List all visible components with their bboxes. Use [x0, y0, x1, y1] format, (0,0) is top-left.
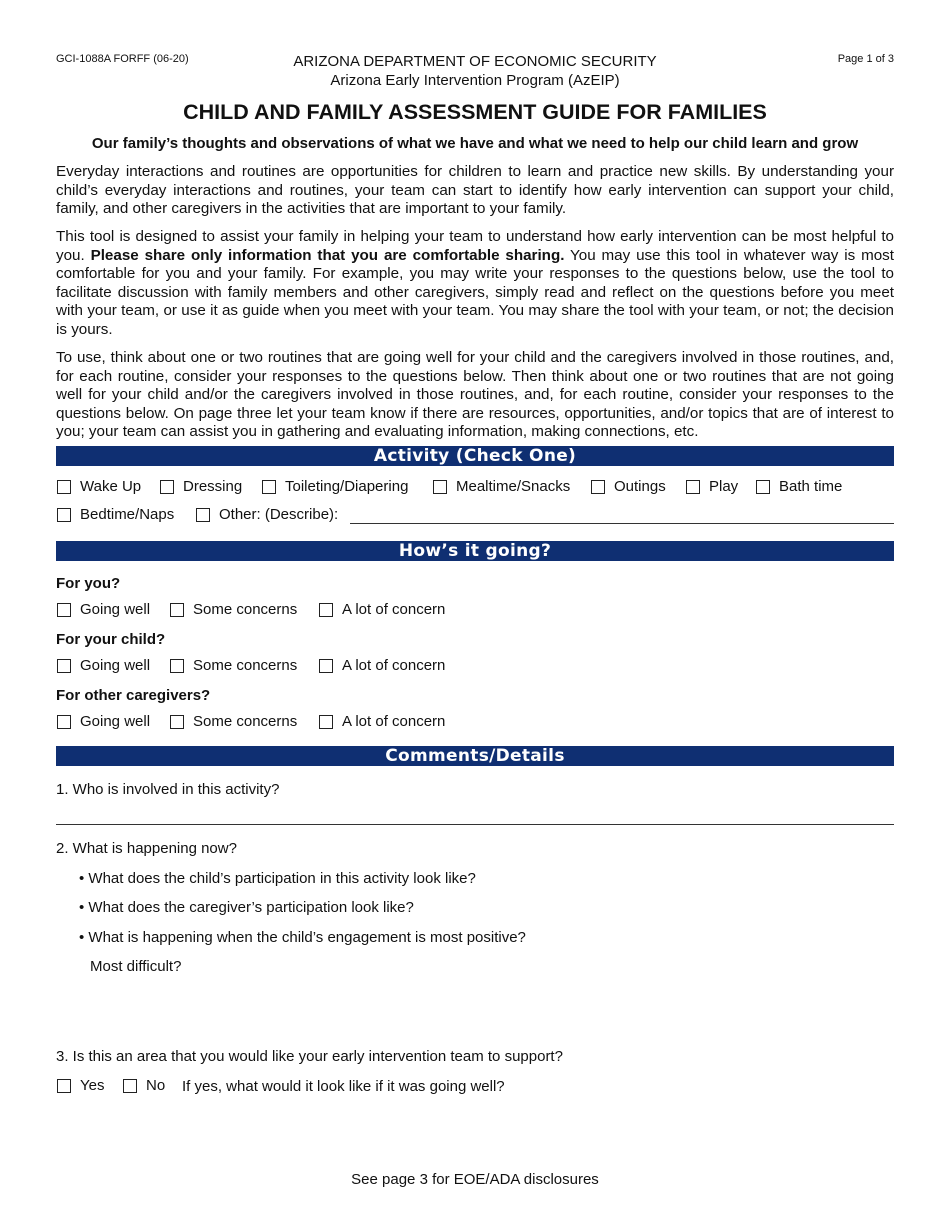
- intro-paragraph-1: Everyday interactions and routines are opportunities for children to learn and practice new skills. By understanding your child’s everyday interactions and routines, your team can start to identify how early intervention can support your child, family, and other caregivers in the activities that are important to your family.: [56, 163, 894, 218]
- caregivers-a-lot-of-concern[interactable]: A lot of concern: [319, 713, 445, 730]
- checkbox[interactable]: [433, 480, 447, 494]
- caregivers-some-concerns[interactable]: Some concerns: [170, 713, 297, 730]
- question-2: 2. What is happening now?: [56, 840, 237, 857]
- checkbox[interactable]: [123, 1079, 137, 1093]
- activity-option-bedtime[interactable]: Bedtime/Naps: [57, 506, 174, 523]
- intro-paragraph-2: [56, 228, 894, 340]
- question-3: 3. Is this an area that you would like your early intervention team to support?: [56, 1048, 563, 1065]
- checkbox[interactable]: [591, 480, 605, 494]
- activity-option-mealtime[interactable]: Mealtime/Snacks: [433, 478, 570, 495]
- program-name: Arizona Early Intervention Program (AzEIP): [330, 72, 620, 89]
- question-2-bullet-3: • What is happening when the child’s engagement is most positive?: [79, 929, 526, 946]
- checkbox[interactable]: [170, 659, 184, 673]
- comments-heading: Comments/Details: [56, 746, 894, 766]
- group-label-caregivers: For other caregivers?: [56, 687, 211, 704]
- q3-yes[interactable]: Yes: [57, 1077, 104, 1094]
- question-2-continuation: Most difficult?: [90, 958, 182, 975]
- form-id: GCI-1088A FORFF (06-20): [56, 53, 189, 65]
- child-a-lot-of-concern[interactable]: A lot of concern: [319, 657, 445, 674]
- checkbox[interactable]: [57, 603, 71, 617]
- checkbox[interactable]: [756, 480, 770, 494]
- checkbox[interactable]: [196, 508, 210, 522]
- activity-option-other[interactable]: Other: (Describe):: [196, 506, 338, 523]
- checkbox[interactable]: [57, 480, 71, 494]
- activity-option-play[interactable]: Play: [686, 478, 738, 495]
- checkbox[interactable]: [686, 480, 700, 494]
- other-describe-line[interactable]: [350, 523, 894, 524]
- checkbox[interactable]: [170, 715, 184, 729]
- child-going-well[interactable]: Going well: [57, 657, 150, 674]
- activity-option-wake-up[interactable]: Wake Up: [57, 478, 141, 495]
- checkbox[interactable]: [319, 659, 333, 673]
- q3-no[interactable]: No: [123, 1077, 165, 1094]
- checkbox[interactable]: [57, 1079, 71, 1093]
- q3-follow-up: If yes, what would it look like if it was going well?: [182, 1078, 505, 1095]
- activity-option-outings[interactable]: Outings: [591, 478, 666, 495]
- page-title: CHILD AND FAMILY ASSESSMENT GUIDE FOR FAMILIES: [183, 100, 767, 124]
- answer-line-1[interactable]: [56, 824, 894, 825]
- question-1: 1. Who is involved in this activity?: [56, 781, 280, 798]
- checkbox[interactable]: [57, 508, 71, 522]
- caregivers-going-well[interactable]: Going well: [57, 713, 150, 730]
- checkbox[interactable]: [170, 603, 184, 617]
- checkbox[interactable]: [319, 715, 333, 729]
- checkbox[interactable]: [262, 480, 276, 494]
- intro-p2-start: This tool is designed to assist your family in helping your team to understand how early intervention can be most helpful to you.: [56, 228, 894, 264]
- activity-heading: Activity (Check One): [56, 446, 894, 466]
- question-2-bullet-1: • What does the child’s participation in this activity look like?: [79, 870, 476, 887]
- checkbox[interactable]: [160, 480, 174, 494]
- activity-option-dressing[interactable]: Dressing: [160, 478, 242, 495]
- checkbox[interactable]: [319, 603, 333, 617]
- question-2-bullet-2: • What does the caregiver’s participation look like?: [79, 899, 414, 916]
- intro-p2-end: You may use this tool in whatever way is most comfortable for you and your family. For example, you may write your responses to the questions below, use the tool to facilitate discussion with family members and other caregivers, simply read and reflect on the questions before you meet with your team, or use it as guide when you meet with your team. You may share the tool with your team, or not; the decision is yours.: [56, 246, 894, 338]
- you-going-well[interactable]: Going well: [57, 601, 150, 618]
- page-label: Page 1 of 3: [837, 53, 894, 65]
- you-a-lot-of-concern[interactable]: A lot of concern: [319, 601, 445, 618]
- agency-name: ARIZONA DEPARTMENT OF ECONOMIC SECURITY: [293, 53, 657, 70]
- intro-p2-bold: Please share only information that you are comfortable sharing.: [90, 246, 565, 264]
- activity-option-toileting[interactable]: Toileting/Diapering: [262, 478, 408, 495]
- footer-disclosure: See page 3 for EOE/ADA disclosures: [351, 1171, 599, 1188]
- you-some-concerns[interactable]: Some concerns: [170, 601, 297, 618]
- child-some-concerns[interactable]: Some concerns: [170, 657, 297, 674]
- checkbox[interactable]: [57, 659, 71, 673]
- group-label-child: For your child?: [56, 631, 166, 648]
- checkbox[interactable]: [57, 715, 71, 729]
- page-subtitle: Our family’s thoughts and observations of what we have and what we need to help our child learn and grow: [91, 135, 859, 152]
- intro-paragraph-3: To use, think about one or two routines that are going well for your child and the caregivers involved in those routines, and, for each routine, consider your responses to the questions below. Then think about one or two routines that are not going well for your child and/or the caregivers involved in those routines, and, for each routine, consider your responses to the questions below. On page three let your team know if there are resources, opportunities, and/or topics that are of interest to you; your team can assist you in gathering and evaluating information, making connections, etc.: [56, 349, 894, 441]
- hows-it-going-heading: How’s it going?: [56, 541, 894, 561]
- group-label-you: For you?: [56, 575, 121, 592]
- activity-option-bath-time[interactable]: Bath time: [756, 478, 842, 495]
